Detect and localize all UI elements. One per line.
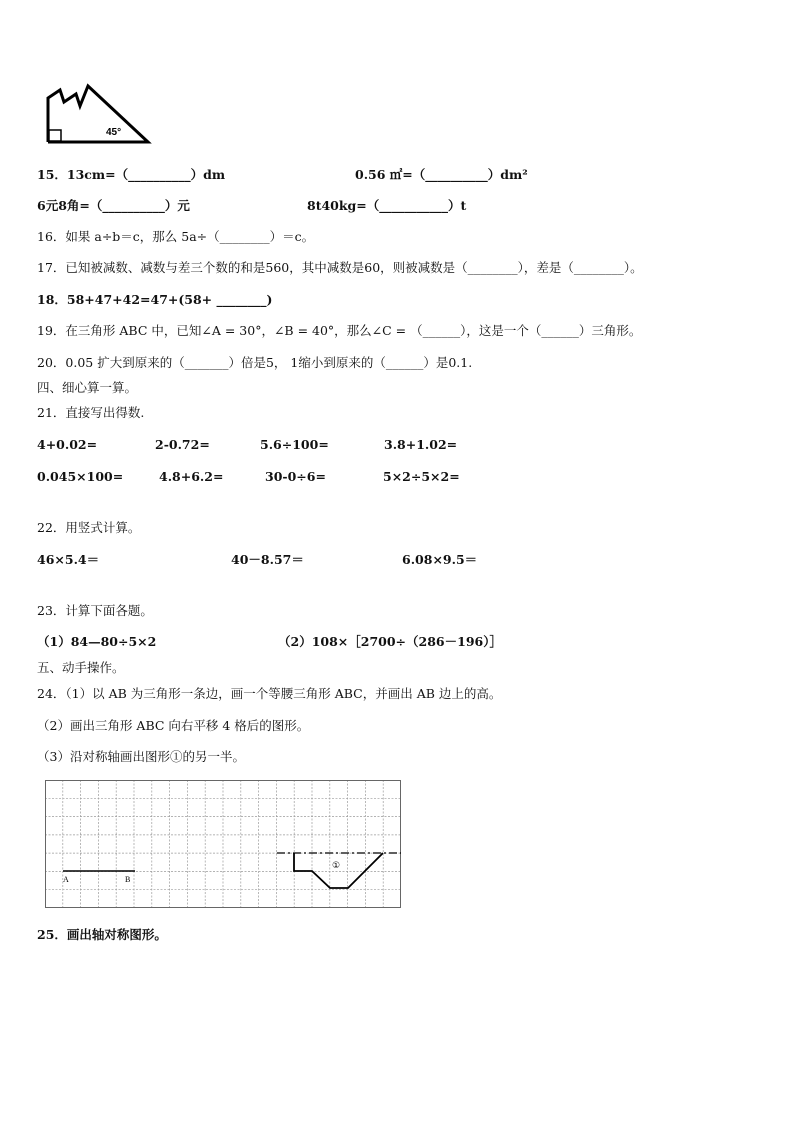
q21-row1-item4: 3.8+1.02= (384, 437, 458, 452)
question-23-title: 23．计算下面各题。 (37, 603, 153, 618)
q21-row2-item2: 4.8+6.2= (159, 469, 224, 484)
q21-row2-item3: 30-0÷6= (265, 469, 326, 484)
q23-item1: （1）84—80÷5×2 (37, 634, 157, 649)
angle-figure (44, 82, 154, 146)
section-5-title: 五、动手操作。 (37, 660, 125, 675)
q24-part3: （3）沿对称轴画出图形①的另一半。 (37, 749, 245, 764)
q24-part2: （2）画出三角形 ABC 向右平移 4 格后的图形。 (37, 718, 310, 733)
q22-item2: 40－8.57＝ (231, 552, 304, 567)
q22-item3: 6.08×9.5＝ (402, 552, 478, 567)
q21-row2-item4: 5×2÷5×2= (383, 469, 460, 484)
question-21-title: 21．直接写出得数. (37, 405, 145, 420)
q15-part-b: 0.56 ㎡=（__________）dm² (355, 167, 528, 182)
q21-row1-item1: 4+0.02= (37, 437, 98, 452)
q22-item1: 46×5.4＝ (37, 552, 100, 567)
shape-1-label: ① (332, 861, 341, 871)
question-16: 16．如果 a÷b＝c，那么 5a÷（________）＝c。 (37, 229, 315, 244)
question-20: 20．0.05 扩大到原来的（_______）倍是5， 1缩小到原来的（______）是0.1. (37, 355, 473, 370)
question-22-title: 22．用竖式计算。 (37, 520, 141, 535)
question-18: 18．58+47+42=47+(58+ ________) (37, 292, 273, 307)
grid-figure (45, 780, 401, 908)
question-17: 17．已知被减数、减数与差三个数的和是560，其中减数是60，则被减数是（________），差是（________）。 (37, 260, 643, 275)
question-25: 25．画出轴对称图形。 (37, 927, 167, 942)
q24-part1: 24．（1）以 AB 为三角形一条边，画一个等腰三角形 ABC，并画出 AB 边上的高。 (37, 686, 502, 701)
q15-part-d: 8t40kg=（___________）t (307, 198, 467, 213)
angle-label: 45° (106, 127, 122, 138)
q21-row1-item3: 5.6÷100= (260, 437, 329, 452)
q15-part-c: 6元8角=（__________）元 (37, 198, 190, 213)
point-a-label: A (63, 875, 69, 884)
q15-part-a: 15．13cm=（__________）dm (37, 167, 226, 182)
point-b-label: B (125, 875, 131, 884)
section-4-title: 四、细心算一算。 (37, 380, 138, 395)
q21-row1-item2: 2-0.72= (155, 437, 210, 452)
q21-row2-item1: 0.045×100= (37, 469, 124, 484)
question-19: 19．在三角形 ABC 中，已知∠A = 30°，∠B = 40°，那么∠C = （______），这是一个（______）三角形。 (37, 323, 642, 338)
q23-item2: （2）108×［2700÷（286－196）］ (278, 634, 502, 649)
